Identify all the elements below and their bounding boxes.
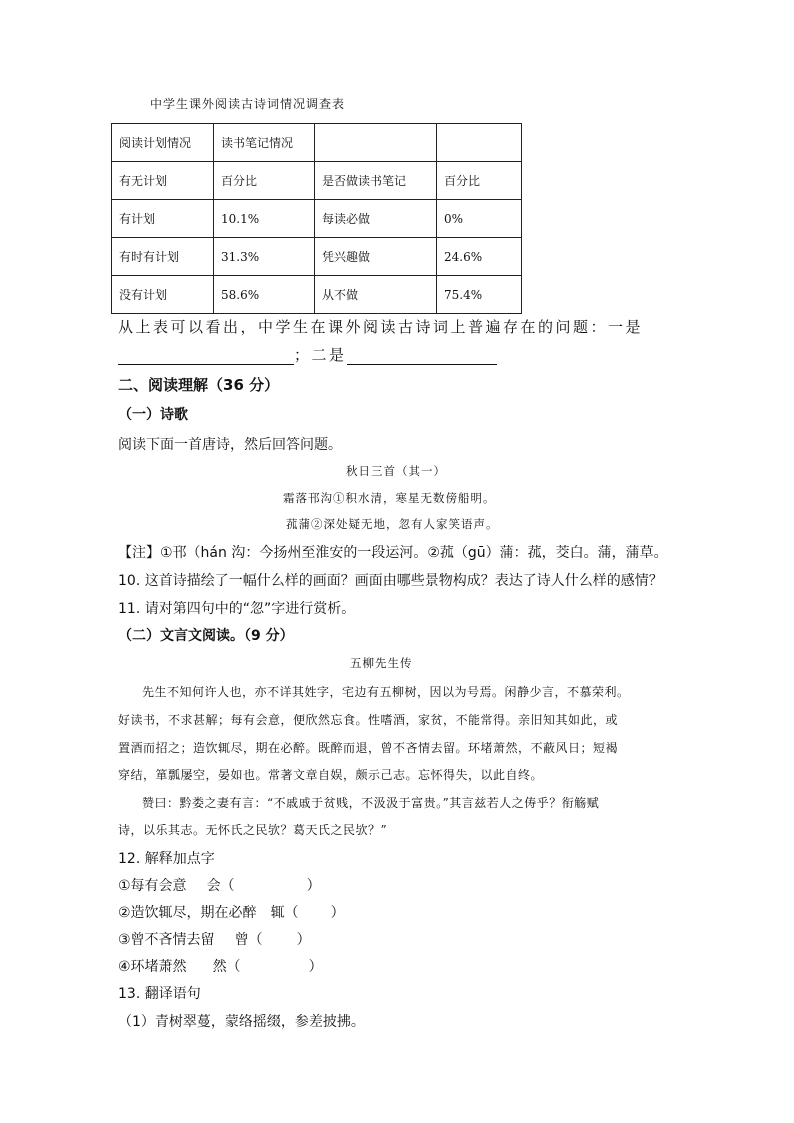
essay-line: 置酒而招之；造饮辄尽，期在必醉。既醉而退，曾不吝情去留。环堵萧然，不蔽风日；短褐 <box>118 741 619 755</box>
q12-word: 辄（ <box>270 905 299 921</box>
table-cell: 24.6% <box>437 238 522 276</box>
table-cell: 阅读计划情况 <box>112 124 214 162</box>
q12-word: 曾（ <box>234 932 263 948</box>
footnote-mark-1: ① <box>333 491 346 505</box>
survey-table <box>111 123 522 314</box>
question-11: 11. 请对第四句中的“忽”字进行赏析。 <box>118 601 356 617</box>
question-line-2 <box>118 344 497 365</box>
essay-line: 诗，以乐其志。无怀氏之民欤？葛天氏之民欤？” <box>118 823 388 837</box>
table-row <box>112 276 522 314</box>
q12-close: ） <box>306 878 321 894</box>
poem-line-1a: 霜落邗沟 <box>283 491 333 505</box>
footnote-mark-2: ② <box>311 517 324 531</box>
table-row <box>112 162 522 200</box>
table-cell: 有无计划 <box>112 162 214 200</box>
q12-item-2 <box>118 902 345 922</box>
table-cell: 有时有计划 <box>112 238 214 276</box>
table-row <box>112 124 522 162</box>
q12-phrase: ①每有会意 <box>118 878 187 894</box>
poem-note: 【注】①邗（hán 沟：今扬州至淮安的一段运河。②菰（gū）蒲：菰，茭白。蒲，蒲草。 <box>118 545 668 561</box>
table-cell <box>437 124 522 162</box>
q12-item-4 <box>118 956 323 976</box>
essay-line: 好读书，不求甚解；每有会意，便欣然忘食。性嗜酒，家贫，不能常得。亲旧知其如此，或 <box>118 713 619 727</box>
essay-title: 五柳先生传 <box>350 656 413 670</box>
essay-line: 穿结，箪瓢屡空，晏如也。常著文章自娱，颇示己志。忘怀得失，以此自终。 <box>118 768 544 782</box>
q12-item-3 <box>118 929 311 949</box>
table-cell: 0% <box>437 200 522 238</box>
poem-line-1 <box>283 490 496 506</box>
poem-line-1b: 积水清，寒星无数傍船明。 <box>345 491 496 505</box>
q12-phrase: ②造饮辄尽，期在必醉 <box>118 905 257 921</box>
question-line-2-mid: ；二是 <box>294 346 347 364</box>
table-cell: 10.1% <box>214 200 315 238</box>
q13-item-1: （1）青树翠蔓，蒙络摇缀，参差披拂。 <box>118 1014 365 1030</box>
answer-blank-1[interactable] <box>118 350 294 365</box>
q12-word: 然（ <box>212 959 241 975</box>
q12-item-1 <box>118 875 321 895</box>
question-13: 13. 翻译语句 <box>118 986 201 1002</box>
q12-close: ） <box>330 905 345 921</box>
table-row <box>112 238 522 276</box>
table-cell: 没有计划 <box>112 276 214 314</box>
sub-2-heading: （二）文言文阅读。（9 分） <box>118 628 294 644</box>
table-cell <box>315 124 437 162</box>
table-cell: 读书笔记情况 <box>214 124 315 162</box>
question-line-1: 从上表可以看出，中学生在课外阅读古诗词上普遍存在的问题：一是 <box>118 318 644 336</box>
table-cell: 百分比 <box>437 162 522 200</box>
table-cell: 百分比 <box>214 162 315 200</box>
poem-line-2 <box>286 516 499 532</box>
q12-phrase: ③曾不吝情去留 <box>118 932 215 948</box>
sub-1-heading: （一）诗歌 <box>118 407 188 423</box>
poem-intro: 阅读下面一首唐诗，然后回答问题。 <box>118 437 342 453</box>
section-2-heading: 二、阅读理解（36 分） <box>118 376 280 394</box>
table-cell: 是否做读书笔记 <box>315 162 437 200</box>
q12-close: ） <box>308 959 323 975</box>
q12-phrase: ④环堵萧然 <box>118 959 187 975</box>
table-row <box>112 200 522 238</box>
question-12: 12. 解释加点字 <box>118 851 215 867</box>
table-cell: 从不做 <box>315 276 437 314</box>
poem-line-2a: 菰蒲 <box>286 517 311 531</box>
table-cell: 58.6% <box>214 276 315 314</box>
table-cell: 每读必做 <box>315 200 437 238</box>
q12-close: ） <box>296 932 311 948</box>
table-cell: 75.4% <box>437 276 522 314</box>
table-cell: 有计划 <box>112 200 214 238</box>
poem-title: 秋日三首（其一） <box>346 464 446 478</box>
essay-line: 先生不知何许人也，亦不详其姓字，宅边有五柳树，因以为号焉。闲静少言，不慕荣利。 <box>142 685 630 699</box>
essay-line: 赞曰：黔娄之妻有言：“不戚戚于贫贱，不汲汲于富贵。”其言兹若人之俦乎？衔觞赋 <box>142 796 600 810</box>
answer-blank-2[interactable] <box>347 350 497 365</box>
poem-line-2b: 深处疑无地，忽有人家笑语声。 <box>323 517 499 531</box>
q12-word: 会（ <box>206 878 235 894</box>
question-10: 10. 这首诗描绘了一幅什么样的画面？画面由哪些景物构成？表达了诗人什么样的感情？ <box>118 573 663 589</box>
table-cell: 凭兴趣做 <box>315 238 437 276</box>
table-title: 中学生课外阅读古诗词情况调查表 <box>150 97 346 111</box>
table-cell: 31.3% <box>214 238 315 276</box>
